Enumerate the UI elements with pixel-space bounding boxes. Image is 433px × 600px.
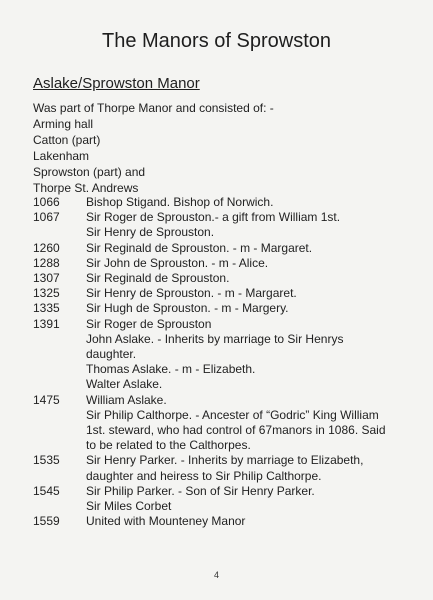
timeline-entry [33,484,413,514]
timeline-text [86,195,413,210]
timeline-entry [33,453,413,483]
timeline-line: Sir Roger de Sprouston [86,316,212,331]
section-heading: Aslake/Sprowston Manor [33,75,200,92]
timeline-list [33,195,413,529]
timeline-line: Sir Miles Corbet [86,499,172,514]
timeline-entry [33,317,413,393]
timeline-text [86,210,413,240]
page-number: 4 [213,570,219,580]
timeline-text [86,286,413,301]
timeline-year: 1535 [33,453,60,468]
timeline-entry [33,393,413,454]
timeline-year: 1335 [33,301,60,316]
timeline-year: 1067 [33,210,60,225]
intro-line: Arming hall [33,117,94,131]
timeline-text [86,256,413,271]
timeline-line: Sir Hugh de Sprouston. - m - Margery. [86,301,289,316]
timeline-entry [33,271,413,286]
timeline-line: Sir Reginald de Sprouston. - m - Margaret. [86,240,313,255]
timeline-line: Sir Henry de Sprouston. [86,225,215,240]
timeline-entry [33,256,413,271]
intro-line: Sprowston (part) and [33,165,146,179]
timeline-line: Sir Reginald de Sprouston. [86,271,230,286]
timeline-entry [33,301,413,316]
timeline-line: William Aslake. [86,392,167,407]
timeline-line: Sir Henry Parker. - Inherits by marriage to Elizabeth, [86,453,364,468]
timeline-entry [33,514,413,529]
timeline-year: 1288 [33,255,60,270]
timeline-line: to be related to the Calthorpes. [86,438,251,453]
timeline-year: 1559 [33,514,60,529]
intro-line: Catton (part) [33,133,101,147]
timeline-line: Thomas Aslake. - m - Elizabeth. [86,362,256,377]
timeline-year: 1475 [33,392,60,407]
intro-line: Thorpe St. Andrews [33,181,139,195]
timeline-text [86,484,413,514]
timeline-text [86,453,413,483]
timeline-line: daughter. [86,347,137,362]
timeline-line: United with Mounteney Manor [86,514,246,529]
timeline-entry [33,195,413,210]
timeline-year: 1325 [33,286,60,301]
timeline-text [86,514,413,529]
timeline-text [86,271,413,286]
page-title: The Manors of Sprowston [102,30,331,52]
timeline-year: 1391 [33,316,60,331]
timeline-line: Walter Aslake. [86,377,163,392]
intro-line: Lakenham [33,149,90,163]
timeline-text [86,393,413,454]
timeline-line: John Aslake. - Inherits by marriage to Sir Henrys [86,331,344,346]
timeline-line: 1st. steward, who had control of 67manors in 1086. Said [86,423,386,438]
timeline-line: Sir John de Sprouston. - m - Alice. [86,255,269,270]
timeline-text [86,241,413,256]
timeline-line: daughter and heiress to Sir Philip Calthorpe. [86,468,322,483]
timeline-text [86,301,413,316]
timeline-year: 1545 [33,483,60,498]
timeline-line: Sir Henry de Sprouston. - m - Margaret. [86,286,297,301]
intro-list [33,100,274,196]
timeline-year: 1066 [33,195,60,209]
timeline-text [86,317,413,393]
timeline-line: Sir Roger de Sprouston.- a gift from William 1st. [86,210,341,225]
timeline-line: Bishop Stigand. Bishop of Norwich. [86,195,274,209]
timeline-entry [33,241,413,256]
timeline-entry [33,210,413,240]
timeline-year: 1307 [33,271,60,286]
timeline-year: 1260 [33,240,60,255]
intro-line: Was part of Thorpe Manor and consisted of: - [33,101,274,115]
timeline-entry [33,286,413,301]
timeline-line: Sir Philip Calthorpe. - Ancester of “Godric” King William [86,407,379,422]
timeline-line: Sir Philip Parker. - Son of Sir Henry Parker. [86,483,315,498]
